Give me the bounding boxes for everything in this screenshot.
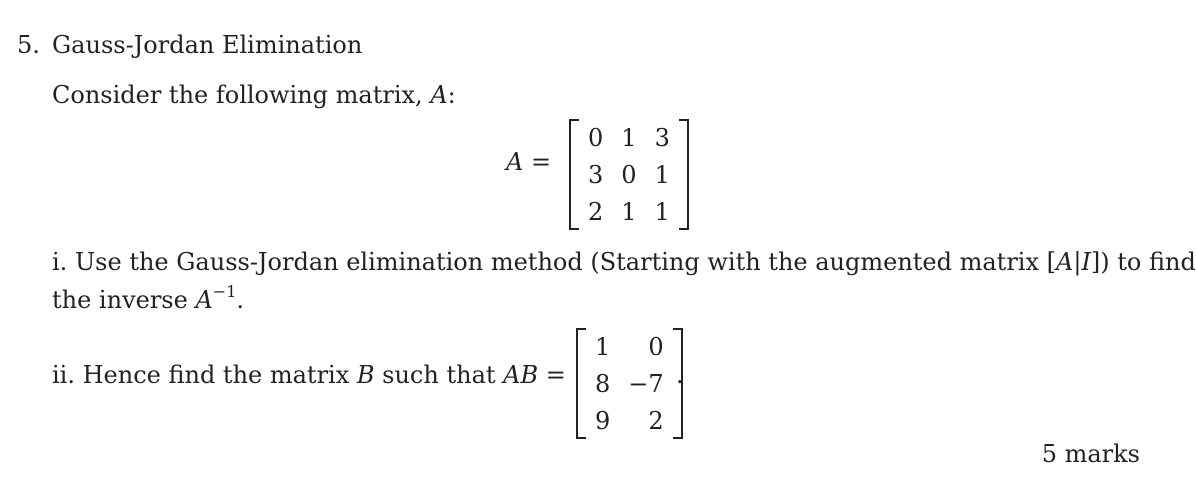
- part-i-line2-text: the inverse: [52, 286, 196, 314]
- matrix-a: [569, 119, 689, 230]
- part-ii-var-ab: AB: [503, 361, 539, 389]
- matrix-ab: [576, 328, 683, 439]
- matrix-cell: 1: [621, 197, 637, 226]
- matrix-ab-row: [586, 365, 673, 402]
- intro-var: A: [430, 81, 448, 109]
- matrix-cell: 1: [654, 197, 670, 226]
- part-i-var-i: I: [1081, 248, 1091, 276]
- question-number: 5.: [17, 31, 40, 59]
- matrix-ab-row: [586, 328, 673, 365]
- matrix-cell: 3: [654, 123, 670, 152]
- matrix-ab-row: [586, 402, 673, 439]
- part-i-var-a: A: [1056, 248, 1074, 276]
- matrix-cell: −7: [628, 369, 664, 398]
- matrix-cell: 0: [588, 123, 604, 152]
- matrix-a-lhs: [506, 148, 551, 176]
- matrix-cell: 1: [621, 123, 637, 152]
- part-ii-text: Hence find the matrix: [74, 361, 357, 389]
- part-ii-equals: =: [545, 361, 566, 389]
- matrix-a-row: [579, 156, 679, 193]
- matrix-a-table: [579, 119, 679, 230]
- part-i-line2: [52, 282, 245, 314]
- matrix-cell: 1: [654, 160, 670, 189]
- part-ii-var-b: B: [356, 361, 375, 389]
- matrix-cell: 1: [595, 332, 611, 361]
- part-ii-line: [52, 361, 566, 389]
- intro-colon: :: [447, 81, 456, 109]
- matrix-a-var: A: [506, 148, 524, 176]
- marks-label: 5 marks: [1041, 440, 1140, 468]
- intro-text: Consider the following matrix,: [52, 81, 431, 109]
- matrix-a-row: [579, 119, 679, 156]
- matrix-cell: 0: [621, 160, 637, 189]
- matrix-a-equals: =: [530, 148, 552, 176]
- matrix-cell: 9: [595, 406, 611, 435]
- matrix-cell: 2: [588, 197, 604, 226]
- part-i-line2-sup: −1: [212, 282, 237, 301]
- part-i-end: ]) to find: [1090, 248, 1196, 276]
- matrix-cell: 2: [648, 406, 664, 435]
- part-i-line1: [52, 248, 1196, 276]
- right-bracket: [679, 119, 689, 230]
- part-ii-text2: such that: [374, 361, 504, 389]
- part-i-text: Use the Gauss-Jordan elimination method (Starting with the augmented matrix [: [67, 248, 1056, 276]
- left-bracket: [569, 119, 579, 230]
- question-title: Gauss-Jordan Elimination: [52, 31, 363, 59]
- part-ii-end: .: [676, 361, 684, 389]
- part-ii-label: ii.: [52, 361, 75, 389]
- intro-line: [52, 81, 456, 109]
- matrix-cell: 0: [648, 332, 664, 361]
- left-bracket: [576, 328, 586, 439]
- matrix-cell: 8: [595, 369, 611, 398]
- part-i-line2-var: A: [195, 286, 213, 314]
- part-i-bar: |: [1073, 248, 1082, 276]
- matrix-cell: 3: [588, 160, 604, 189]
- matrix-ab-table: [586, 328, 673, 439]
- part-i-label: i.: [52, 248, 68, 276]
- matrix-a-row: [579, 193, 679, 230]
- part-i-line2-end: .: [236, 286, 245, 314]
